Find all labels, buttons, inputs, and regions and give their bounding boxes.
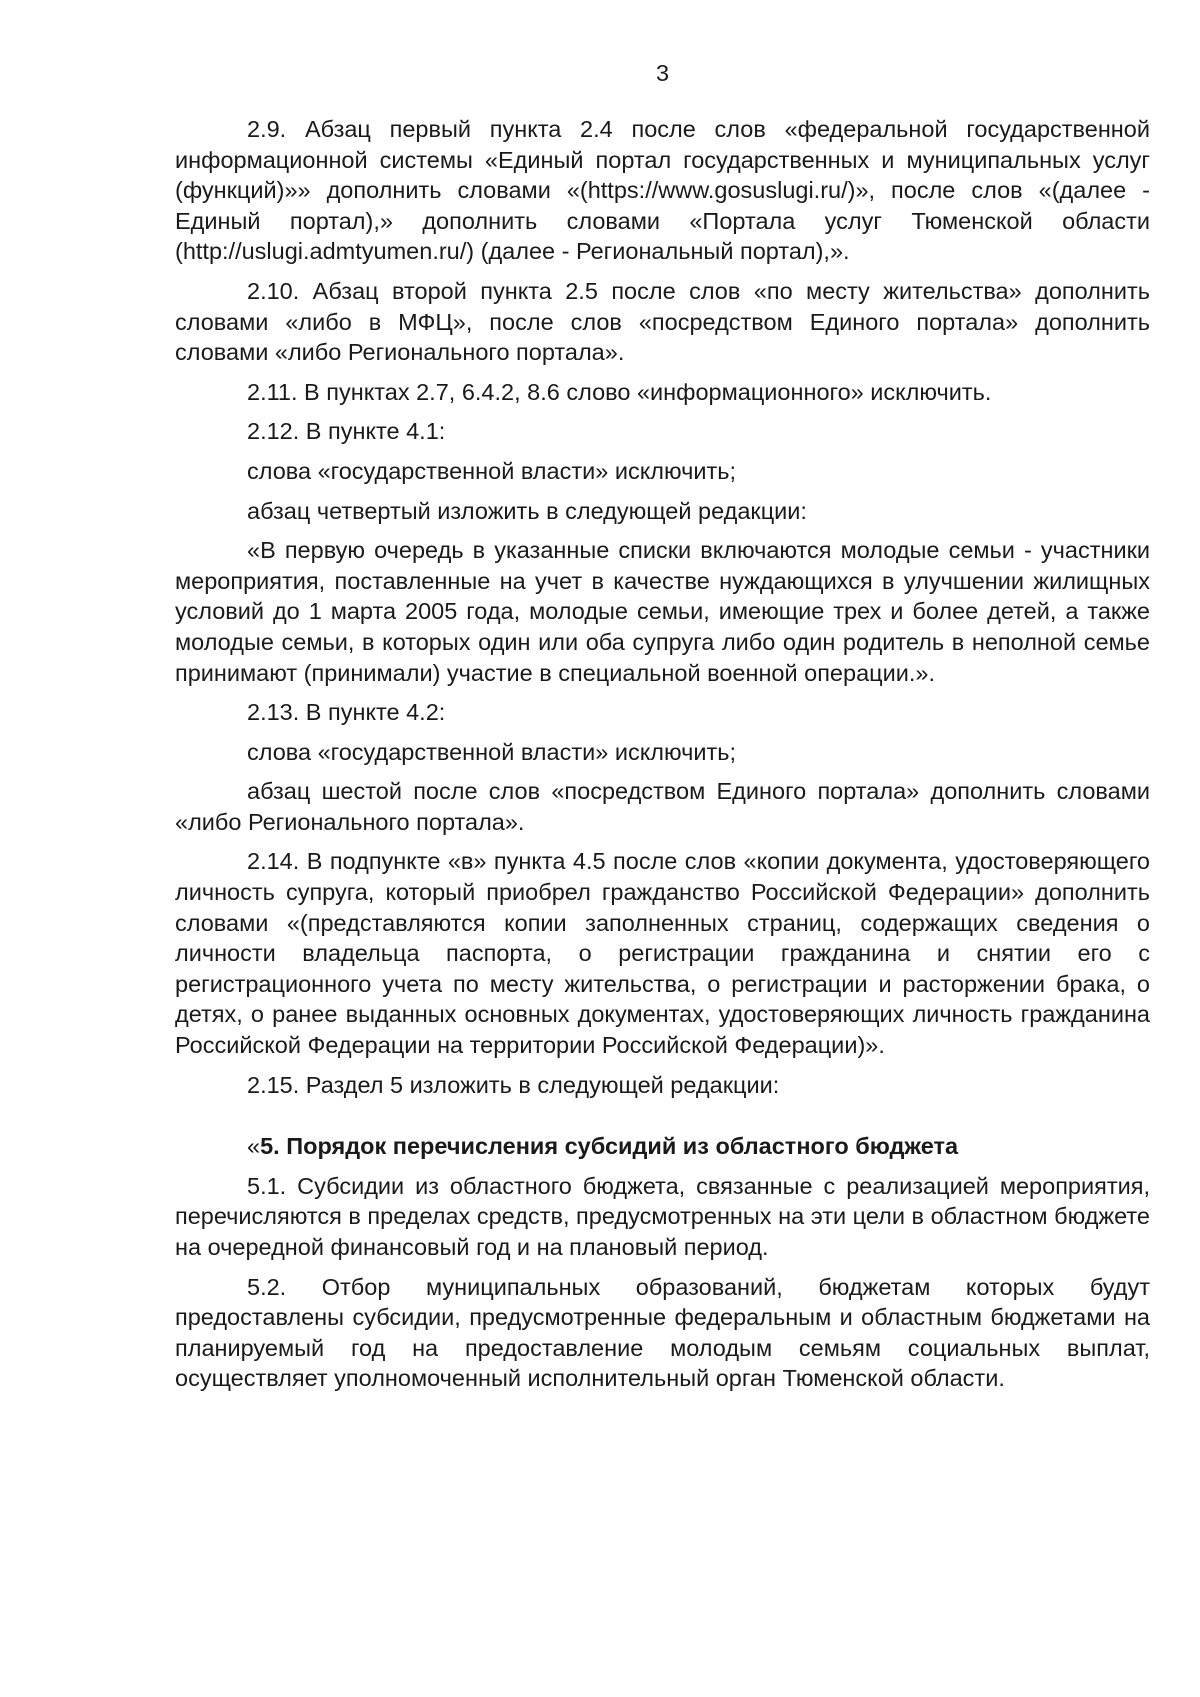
paragraph-2-12-words: слова «государственной власти» исключить; xyxy=(247,457,736,484)
paragraph-2-13: 2.13. В пункте 4.2: xyxy=(247,699,446,726)
paragraph-2-10: 2.10. Абзац второй пункта 2.5 после слов «по месту жительства» дополнить словами «либо в МФЦ», после слов «посредством Единого портала» дополнить словами «либо Регионального портала». xyxy=(175,277,1150,366)
paragraph-2-13-abzac: абзац шестой после слов «посредством Единого портала» дополнить словами «либо Регионального портала». xyxy=(175,778,1150,835)
section-5-heading xyxy=(175,1131,1150,1162)
section-heading-text: 5. Порядок перечисления субсидий из областного бюджета xyxy=(260,1133,959,1160)
paragraph-2-13-words: слова «государственной власти» исключить; xyxy=(247,738,736,765)
paragraph-2-15: 2.15. Раздел 5 изложить в следующей редакции: xyxy=(247,1071,780,1098)
paragraph-5-2: 5.2. Отбор муниципальных образований, бюджетам которых будут предоставлены субсидии, предусмотренные федеральным и областным бюджетами на планируемый год на предоставление молодым семьям социальных выплат, осуществляет уполномоченный исполнительный орган Тюменской области. xyxy=(175,1273,1150,1392)
paragraph-2-12-quote: «В первую очередь в указанные списки включаются молодые семьи - участники мероприятия, поставленные на учет в качестве нуждающихся в улучшении жилищных условий до 1 марта 2005 года, молодые семьи, имеющие трех и более детей, а также молодые семьи, в которых один или оба супруга либо один родитель в неполной семье принимают (принимали) участие в специальной военной операции.». xyxy=(175,537,1150,686)
page-number: 3 xyxy=(655,60,670,86)
paragraph-2-11: 2.11. В пунктах 2.7, 6.4.2, 8.6 слово «информационного» исключить. xyxy=(247,378,992,405)
paragraph-5-1: 5.1. Субсидии из областного бюджета, связанные с реализацией мероприятия, перечисляются в пределах средств, предусмотренных на эти цели в областном бюджете на очередной финансовый год и на плановый период. xyxy=(175,1172,1150,1260)
document-body xyxy=(175,114,1150,1403)
paragraph-2-14: 2.14. В подпункте «в» пункта 4.5 после слов «копии документа, удостоверяющего личность супруга, который приобрел гражданство Российской Федерации» дополнить словами «(представляются копии заполненных страниц, содержащих сведения о личности владельца паспорта, о регистрации гражданина и снятии его с регистрационного учета по месту жительства, о регистрации и расторжении брака, о детях, о ранее выданных основных документах, удостоверяющих личность гражданина Российской Федерации на территории Российской Федерации)». xyxy=(175,848,1150,1059)
paragraph-2-9: 2.9. Абзац первый пункта 2.4 после слов «федеральной государственной информационной системы «Единый портал государственных и муниципальных услуг (функций)»» дополнить словами «(https://www.gosuslugi.ru/)», после слов «(далее - Единый портал),» дополнить словами «Портала услуг Тюменской области (http://uslugi.admtyumen.ru/) (далее - Региональный портал),». xyxy=(175,116,1150,265)
paragraph-2-12-abzac: абзац четвертый изложить в следующей редакции: xyxy=(247,497,807,524)
paragraph-2-12: 2.12. В пункте 4.1: xyxy=(247,418,446,445)
section-open-quote: « xyxy=(247,1133,261,1160)
